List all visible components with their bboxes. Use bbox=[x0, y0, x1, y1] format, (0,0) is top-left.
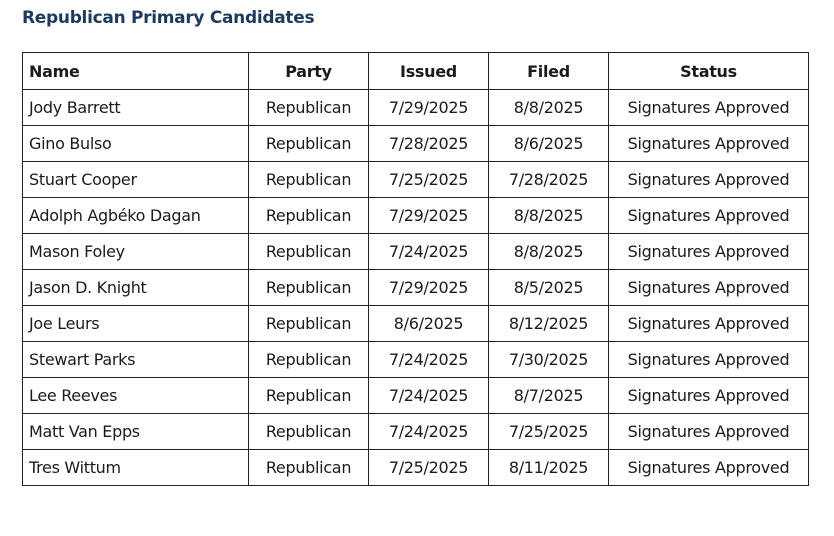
cell-party: Republican bbox=[249, 306, 369, 342]
table-row bbox=[23, 342, 809, 378]
cell-status: Signatures Approved bbox=[609, 414, 809, 450]
cell-status: Signatures Approved bbox=[609, 126, 809, 162]
cell-filed: 7/30/2025 bbox=[489, 342, 609, 378]
cell-status: Signatures Approved bbox=[609, 270, 809, 306]
column-header-status: Status bbox=[609, 53, 809, 90]
cell-filed: 8/5/2025 bbox=[489, 270, 609, 306]
cell-party: Republican bbox=[249, 234, 369, 270]
cell-name: Stuart Cooper bbox=[23, 162, 249, 198]
table-row bbox=[23, 378, 809, 414]
cell-name: Tres Wittum bbox=[23, 450, 249, 486]
cell-party: Republican bbox=[249, 270, 369, 306]
page-title: Republican Primary Candidates bbox=[22, 8, 315, 28]
cell-party: Republican bbox=[249, 450, 369, 486]
cell-status: Signatures Approved bbox=[609, 342, 809, 378]
table-row bbox=[23, 450, 809, 486]
table-row bbox=[23, 198, 809, 234]
cell-issued: 7/24/2025 bbox=[369, 378, 489, 414]
cell-issued: 7/29/2025 bbox=[369, 90, 489, 126]
cell-status: Signatures Approved bbox=[609, 306, 809, 342]
cell-filed: 7/28/2025 bbox=[489, 162, 609, 198]
column-header-party: Party bbox=[249, 53, 369, 90]
cell-issued: 8/6/2025 bbox=[369, 306, 489, 342]
cell-issued: 7/24/2025 bbox=[369, 342, 489, 378]
cell-issued: 7/25/2025 bbox=[369, 162, 489, 198]
cell-issued: 7/24/2025 bbox=[369, 234, 489, 270]
cell-filed: 8/8/2025 bbox=[489, 198, 609, 234]
table-row bbox=[23, 306, 809, 342]
table-row bbox=[23, 126, 809, 162]
cell-issued: 7/29/2025 bbox=[369, 270, 489, 306]
cell-issued: 7/24/2025 bbox=[369, 414, 489, 450]
table-row bbox=[23, 90, 809, 126]
cell-party: Republican bbox=[249, 198, 369, 234]
cell-party: Republican bbox=[249, 342, 369, 378]
column-header-issued: Issued bbox=[369, 53, 489, 90]
cell-party: Republican bbox=[249, 126, 369, 162]
table-row bbox=[23, 234, 809, 270]
table-header-row bbox=[23, 53, 809, 90]
candidates-table bbox=[22, 52, 809, 486]
table-row bbox=[23, 162, 809, 198]
cell-filed: 7/25/2025 bbox=[489, 414, 609, 450]
cell-name: Mason Foley bbox=[23, 234, 249, 270]
cell-party: Republican bbox=[249, 414, 369, 450]
cell-filed: 8/6/2025 bbox=[489, 126, 609, 162]
table-row bbox=[23, 414, 809, 450]
cell-name: Jody Barrett bbox=[23, 90, 249, 126]
cell-name: Adolph Agbéko Dagan bbox=[23, 198, 249, 234]
cell-issued: 7/28/2025 bbox=[369, 126, 489, 162]
cell-issued: 7/25/2025 bbox=[369, 450, 489, 486]
cell-filed: 8/8/2025 bbox=[489, 90, 609, 126]
cell-status: Signatures Approved bbox=[609, 90, 809, 126]
cell-filed: 8/12/2025 bbox=[489, 306, 609, 342]
table-row bbox=[23, 270, 809, 306]
cell-name: Gino Bulso bbox=[23, 126, 249, 162]
cell-issued: 7/29/2025 bbox=[369, 198, 489, 234]
cell-filed: 8/11/2025 bbox=[489, 450, 609, 486]
column-header-name: Name bbox=[23, 53, 249, 90]
cell-party: Republican bbox=[249, 90, 369, 126]
cell-status: Signatures Approved bbox=[609, 198, 809, 234]
cell-party: Republican bbox=[249, 162, 369, 198]
cell-status: Signatures Approved bbox=[609, 234, 809, 270]
cell-name: Lee Reeves bbox=[23, 378, 249, 414]
cell-name: Joe Leurs bbox=[23, 306, 249, 342]
cell-status: Signatures Approved bbox=[609, 450, 809, 486]
cell-filed: 8/8/2025 bbox=[489, 234, 609, 270]
cell-status: Signatures Approved bbox=[609, 162, 809, 198]
cell-party: Republican bbox=[249, 378, 369, 414]
cell-name: Matt Van Epps bbox=[23, 414, 249, 450]
cell-name: Jason D. Knight bbox=[23, 270, 249, 306]
cell-status: Signatures Approved bbox=[609, 378, 809, 414]
cell-filed: 8/7/2025 bbox=[489, 378, 609, 414]
cell-name: Stewart Parks bbox=[23, 342, 249, 378]
column-header-filed: Filed bbox=[489, 53, 609, 90]
